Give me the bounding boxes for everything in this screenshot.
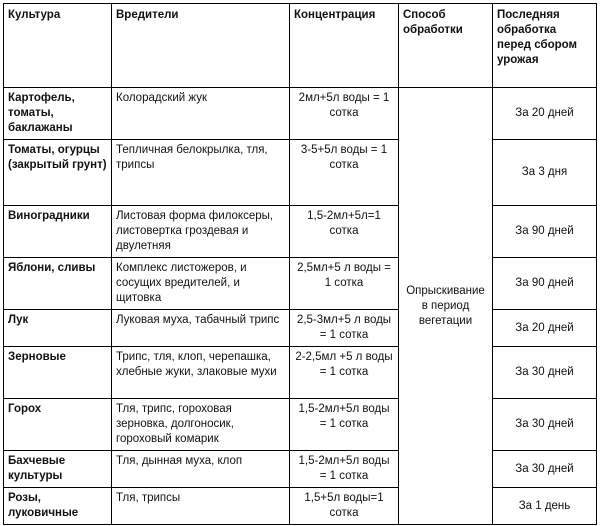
crop-cell: Томаты, огурцы (закрытый грунт)	[4, 140, 112, 206]
concentration-cell: 1,5+5л воды=1 сотка	[290, 488, 399, 525]
pests-cell: Колорадский жук	[112, 88, 290, 140]
header-concentration: Концентрация	[290, 4, 399, 88]
table-row	[4, 488, 597, 525]
last-treatment-cell: За 30 дней	[493, 399, 597, 451]
table-row	[4, 399, 597, 451]
header-pests: Вредители	[112, 4, 290, 88]
crop-cell: Горох	[4, 399, 112, 451]
table-row	[4, 258, 597, 310]
header-crop: Культура	[4, 4, 112, 88]
table-row	[4, 347, 597, 399]
last-treatment-cell: За 20 дней	[493, 310, 597, 347]
pests-cell: Комплекс листожеров, и сосущих вредителей, и щитовка	[112, 258, 290, 310]
crop-cell: Лук	[4, 310, 112, 347]
pests-cell: Тля, дынная муха, клоп	[112, 451, 290, 488]
header-method: Способ обработки	[399, 4, 493, 88]
last-treatment-cell: За 90 дней	[493, 206, 597, 258]
last-treatment-cell: За 30 дней	[493, 347, 597, 399]
last-treatment-cell: За 30 дней	[493, 451, 597, 488]
table-row	[4, 310, 597, 347]
crop-cell: Розы, луковичные	[4, 488, 112, 525]
last-treatment-cell: За 90 дней	[493, 258, 597, 310]
table-row	[4, 88, 597, 140]
treatment-table-container	[3, 3, 597, 525]
last-treatment-cell: За 3 дня	[493, 140, 597, 206]
table-row	[4, 451, 597, 488]
pests-cell: Тля, трипсы	[112, 488, 290, 525]
header-last-treatment: Последняя обработка перед сбором урожая	[493, 4, 597, 88]
pests-cell: Листовая форма филоксеры, листовертка гроздевая и двулетняя	[112, 206, 290, 258]
crop-cell: Картофель, томаты, баклажаны	[4, 88, 112, 140]
concentration-cell: 1,5-2мл+5л воды = 1 сотка	[290, 399, 399, 451]
table-row	[4, 140, 597, 206]
treatment-table	[3, 3, 597, 525]
concentration-cell: 1,5-2мл+5л воды = 1 сотка	[290, 451, 399, 488]
concentration-cell: 2,5-3мл+5 л воды = 1 сотка	[290, 310, 399, 347]
concentration-cell: 3-5+5л воды = 1 сотка	[290, 140, 399, 206]
concentration-cell: 1,5-2мл+5л=1 сотка	[290, 206, 399, 258]
crop-cell: Яблони, сливы	[4, 258, 112, 310]
pests-cell: Трипс, тля, клоп, черепашка, хлебные жуки, злаковые мухи	[112, 347, 290, 399]
last-treatment-cell: За 20 дней	[493, 88, 597, 140]
pests-cell: Тля, трипс, гороховая зерновка, долгоносик, гороховый комарик	[112, 399, 290, 451]
pests-cell: Тепличная белокрылка, тля, трипсы	[112, 140, 290, 206]
pests-cell: Луковая муха, табачный трипс	[112, 310, 290, 347]
concentration-cell: 2-2,5мл +5 л воды = 1 сотка	[290, 347, 399, 399]
table-row	[4, 206, 597, 258]
method-cell: Опрыскивание в период вегетации	[399, 88, 493, 525]
crop-cell: Виноградники	[4, 206, 112, 258]
header-row	[4, 4, 597, 88]
crop-cell: Зерновые	[4, 347, 112, 399]
concentration-cell: 2мл+5л воды = 1 сотка	[290, 88, 399, 140]
last-treatment-cell: За 1 день	[493, 488, 597, 525]
concentration-cell: 2,5мл+5 л воды = 1 сотка	[290, 258, 399, 310]
crop-cell: Бахчевые культуры	[4, 451, 112, 488]
